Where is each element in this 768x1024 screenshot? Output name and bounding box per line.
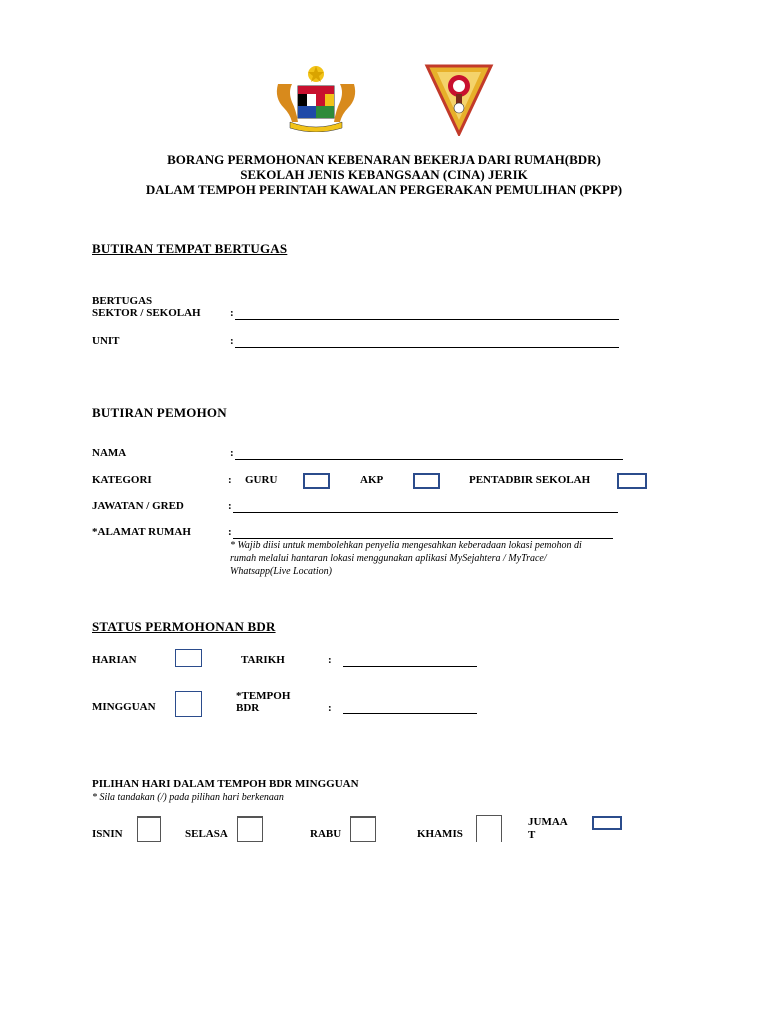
isnin-checkbox[interactable] — [137, 816, 161, 842]
tempoh-colon: : — [328, 702, 332, 714]
mingguan-checkbox[interactable] — [175, 691, 202, 717]
tempoh-bdr-field[interactable] — [343, 713, 477, 714]
alamat-note-line-1: * Wajib diisi untuk membolehkan penyelia mengesahkan keberadaan lokasi pemohon di — [230, 540, 582, 551]
unit-label: UNIT — [92, 335, 120, 347]
jawatan-gred-label: JAWATAN / GRED — [92, 500, 184, 512]
form-title-line-1: BORANG PERMOHONAN KEBENARAN BEKERJA DARI RUMAH(BDR) — [167, 152, 601, 167]
mingguan-label: MINGGUAN — [92, 701, 156, 713]
alamat-note-line-3: Whatsapp(Live Location) — [230, 566, 332, 577]
jawatan-colon: : — [228, 500, 232, 512]
unit-colon: : — [230, 335, 234, 347]
rabu-label: RABU — [310, 828, 342, 840]
kategori-guru-label: GURU — [245, 474, 278, 486]
form-title-line-2: SEKOLAH JENIS KEBANGSAAN (CINA) JERIK — [240, 167, 528, 182]
kategori-colon: : — [228, 474, 232, 486]
kategori-pentadbir-checkbox[interactable] — [617, 473, 647, 489]
nama-field[interactable] — [235, 459, 623, 460]
tarikh-colon: : — [328, 654, 332, 666]
selasa-label: SELASA — [185, 828, 228, 840]
section-heading-butiran-pemohon: BUTIRAN PEMOHON — [92, 405, 227, 420]
alamat-colon: : — [228, 526, 232, 538]
tempoh-bdr-label-2: BDR — [236, 702, 260, 714]
tarikh-label: TARIKH — [241, 654, 285, 666]
pilihan-hari-heading: PILIHAN HARI DALAM TEMPOH BDR MINGGUAN — [92, 778, 359, 790]
jumaat-checkbox[interactable] — [592, 816, 622, 830]
jumaat-label-line-1: JUMAA — [528, 816, 568, 828]
sektor-sekolah-label: SEKTOR / SEKOLAH — [92, 307, 201, 319]
jawatan-gred-field[interactable] — [233, 512, 618, 513]
selasa-checkbox[interactable] — [237, 816, 263, 842]
kategori-guru-checkbox[interactable] — [303, 473, 330, 489]
form-title-line-3: DALAM TEMPOH PERINTAH KAWALAN PERGERAKAN PEMULIHAN (PKPP) — [145, 182, 623, 197]
harian-label: HARIAN — [92, 654, 137, 666]
harian-checkbox[interactable] — [175, 649, 202, 667]
khamis-checkbox[interactable] — [476, 815, 502, 842]
kategori-akp-checkbox[interactable] — [413, 473, 440, 489]
coat-of-arms-logo — [270, 62, 362, 132]
nama-label: NAMA — [92, 447, 127, 459]
school-crest-logo — [423, 62, 495, 136]
khamis-label: KHAMIS — [417, 828, 463, 840]
sektor-colon: : — [230, 307, 234, 319]
bertugas-label: BERTUGAS — [92, 295, 153, 307]
alamat-note-line-2: rumah melalui hantaran lokasi menggunakan aplikasi MySejahtera / MyTrace/ — [230, 553, 547, 564]
tarikh-field[interactable] — [343, 666, 477, 667]
nama-colon: : — [230, 447, 234, 459]
pilihan-hari-note: * Sila tandakan (/) pada pilihan hari berkenaan — [92, 792, 284, 803]
kategori-label: KATEGORI — [92, 474, 152, 486]
sektor-sekolah-field[interactable] — [235, 319, 619, 320]
unit-field[interactable] — [235, 347, 619, 348]
isnin-label: ISNIN — [92, 828, 123, 840]
tempoh-bdr-label-1: *TEMPOH — [236, 690, 291, 702]
kategori-pentadbir-label: PENTADBIR SEKOLAH — [469, 474, 591, 486]
section-heading-tempat-bertugas: BUTIRAN TEMPAT BERTUGAS — [92, 241, 288, 256]
jumaat-label-line-2: T — [528, 829, 536, 841]
section-heading-status-permohonan: STATUS PERMOHONAN BDR — [92, 619, 276, 634]
kategori-akp-label: AKP — [360, 474, 384, 486]
rabu-checkbox[interactable] — [350, 816, 376, 842]
alamat-rumah-label: *ALAMAT RUMAH — [92, 526, 191, 538]
